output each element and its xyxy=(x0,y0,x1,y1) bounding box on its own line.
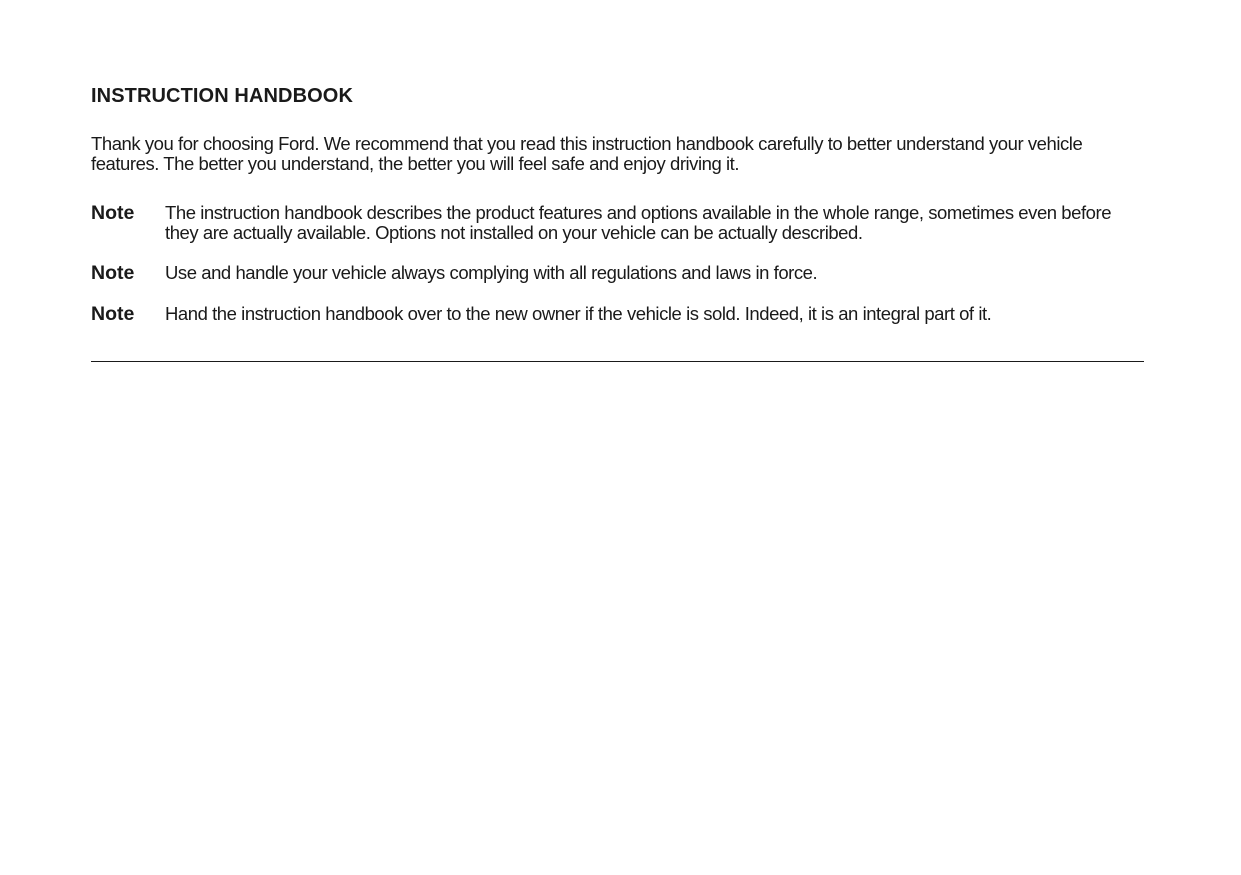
note-text: The instruction handbook describes the product features and options available in the whole range, sometimes even before they are actually available. Options not installed on your vehicle can be actually described. xyxy=(165,202,1112,243)
note-item xyxy=(91,203,1144,243)
note-item xyxy=(91,304,1144,324)
note-text: Hand the instruction handbook over to the new owner if the vehicle is sold. Indeed, it is an integral part of it. xyxy=(165,303,992,324)
intro-paragraph: Thank you for choosing Ford. We recommend that you read this instruction handbook carefully to better understand your vehicle features. The better you understand, the better you will feel safe and enjoy driving it. xyxy=(91,133,1083,174)
note-text: Use and handle your vehicle always complying with all regulations and laws in force. xyxy=(165,262,818,283)
page-title: INSTRUCTION HANDBOOK xyxy=(91,85,353,107)
note-label: Note xyxy=(91,303,135,325)
section-divider xyxy=(91,361,1144,362)
note-item xyxy=(91,263,1144,283)
note-label: Note xyxy=(91,202,135,224)
note-label: Note xyxy=(91,262,135,284)
